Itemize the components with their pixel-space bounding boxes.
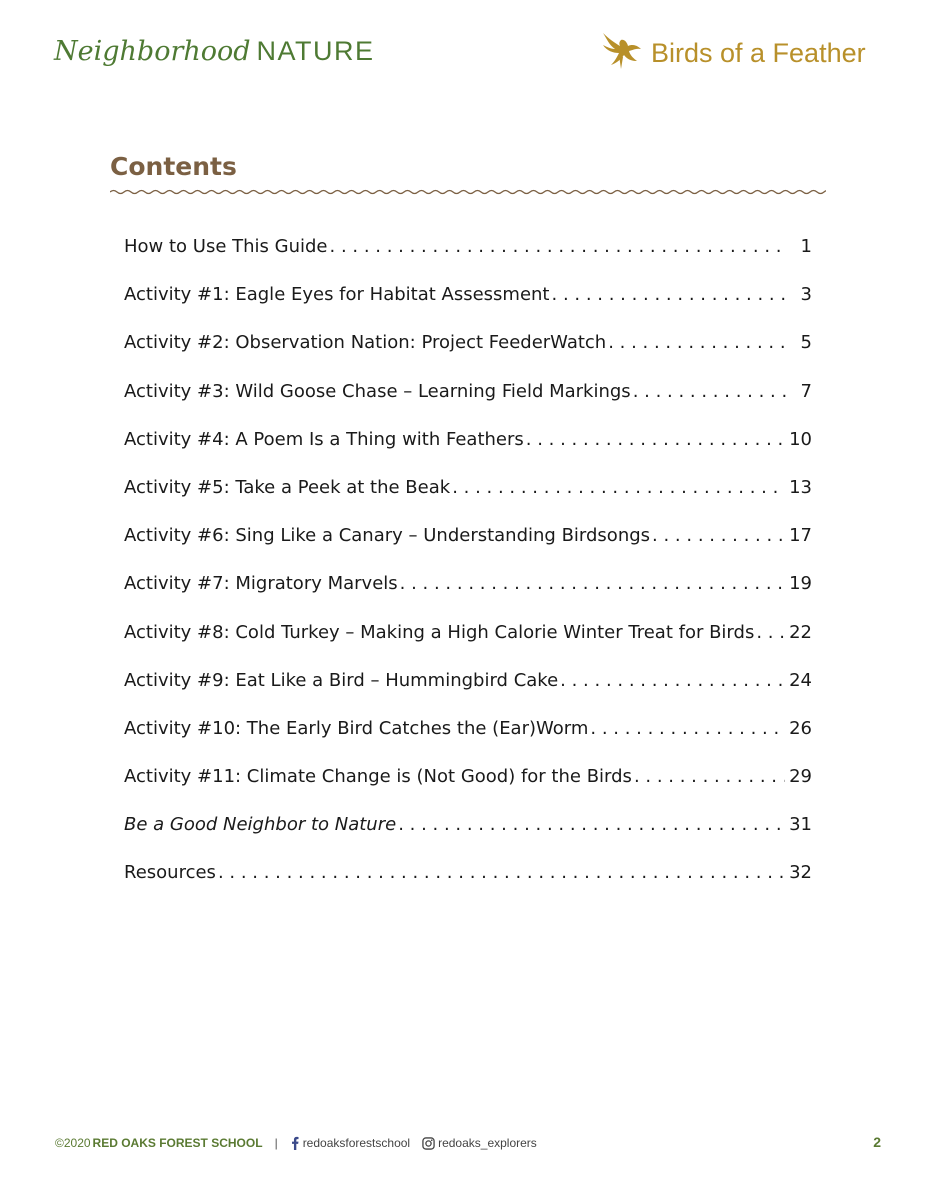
toc-dot-leader xyxy=(560,670,785,691)
toc-entry[interactable] xyxy=(124,718,812,766)
toc-entry[interactable] xyxy=(124,862,812,910)
toc-entry[interactable] xyxy=(124,525,812,573)
toc-entry-title: Activity #6: Sing Like a Canary – Understanding Birdsongs xyxy=(124,525,651,547)
toc-dot-leader xyxy=(590,718,785,739)
toc-entry[interactable] xyxy=(124,477,812,525)
toc-entry[interactable] xyxy=(124,381,812,429)
toc-entry-page: 1 xyxy=(800,236,812,257)
toc-entry-title: Activity #8: Cold Turkey – Making a High Calorie Winter Treat for Birds xyxy=(124,621,755,643)
facebook-link[interactable] xyxy=(290,1136,410,1150)
toc-entry[interactable] xyxy=(124,284,812,332)
instagram-icon xyxy=(422,1137,435,1150)
facebook-icon xyxy=(290,1136,300,1150)
toc-entry-page: 13 xyxy=(789,476,812,498)
organization-name: RED OAKS FOREST SCHOOL xyxy=(92,1136,263,1150)
series-logo-script: Neighborhood xyxy=(54,36,251,67)
toc-entry[interactable] xyxy=(124,332,812,380)
toc-dot-leader xyxy=(634,766,785,787)
toc-entry-title: Be a Good Neighbor to Nature xyxy=(124,814,397,836)
toc-entry-page: 3 xyxy=(800,284,812,306)
toc-entry-page: 7 xyxy=(800,380,812,402)
toc-dot-leader xyxy=(452,477,785,498)
series-logo-caps: NATURE xyxy=(256,36,375,66)
toc-dot-leader xyxy=(218,862,785,883)
toc-entry-page: 32 xyxy=(789,862,812,884)
footer xyxy=(55,1134,881,1152)
table-of-contents xyxy=(124,236,812,911)
contents-heading: Contents xyxy=(110,152,237,181)
toc-dot-leader xyxy=(330,236,787,257)
toc-entry[interactable] xyxy=(124,766,812,814)
toc-entry-title: Activity #10: The Early Bird Catches the (Ear)Worm xyxy=(124,717,589,739)
copyright: ©2020 xyxy=(55,1136,91,1150)
toc-entry-title: Activity #7: Migratory Marvels xyxy=(124,573,398,595)
toc-dot-leader xyxy=(652,525,785,546)
toc-entry[interactable] xyxy=(124,622,812,670)
wavy-divider xyxy=(110,186,826,198)
toc-entry-page: 24 xyxy=(789,669,812,691)
toc-dot-leader xyxy=(756,622,785,643)
toc-entry-title: Activity #4: A Poem Is a Thing with Feathers xyxy=(124,428,524,450)
toc-entry-page: 17 xyxy=(789,525,812,547)
toc-entry-page: 26 xyxy=(789,717,812,739)
toc-entry-title: Activity #9: Eat Like a Bird – Hummingbird Cake xyxy=(124,669,559,691)
instagram-link[interactable] xyxy=(422,1136,537,1150)
toc-entry[interactable] xyxy=(124,670,812,718)
facebook-handle: redoaksforestschool xyxy=(302,1136,411,1150)
toc-entry-page: 31 xyxy=(789,814,812,836)
toc-entry-page: 10 xyxy=(789,428,812,450)
toc-dot-leader xyxy=(633,381,786,402)
page-number: 2 xyxy=(873,1134,881,1150)
toc-dot-leader xyxy=(398,814,785,835)
instagram-handle: redoaks_explorers xyxy=(438,1136,537,1150)
toc-entry[interactable] xyxy=(124,573,812,621)
toc-dot-leader xyxy=(552,284,787,305)
toc-dot-leader xyxy=(526,429,785,450)
footer-separator: | xyxy=(274,1136,278,1150)
toc-dot-leader xyxy=(608,332,786,353)
toc-entry[interactable] xyxy=(124,429,812,477)
toc-entry-title: How to Use This Guide xyxy=(124,236,328,257)
toc-entry-title: Activity #2: Observation Nation: Project FeederWatch xyxy=(124,332,607,354)
toc-entry-title: Activity #1: Eagle Eyes for Habitat Assessment xyxy=(124,284,550,306)
toc-dot-leader xyxy=(400,573,785,594)
toc-entry-title: Activity #5: Take a Peek at the Beak xyxy=(124,476,451,498)
toc-entry-title: Activity #3: Wild Goose Chase – Learning Field Markings xyxy=(124,380,631,402)
toc-entry-title: Activity #11: Climate Change is (Not Good) for the Birds xyxy=(124,766,632,788)
series-logo xyxy=(54,36,375,76)
toc-entry[interactable] xyxy=(124,814,812,862)
toc-entry-page: 5 xyxy=(800,332,812,354)
toc-entry-page: 29 xyxy=(789,766,812,788)
toc-entry-title: Resources xyxy=(124,862,216,884)
toc-entry[interactable] xyxy=(124,236,812,284)
guide-title: Birds of a Feather xyxy=(651,37,866,68)
toc-entry-page: 22 xyxy=(789,621,812,643)
flying-bird-icon xyxy=(597,31,645,75)
guide-title-block xyxy=(597,30,866,76)
toc-entry-page: 19 xyxy=(789,573,812,595)
